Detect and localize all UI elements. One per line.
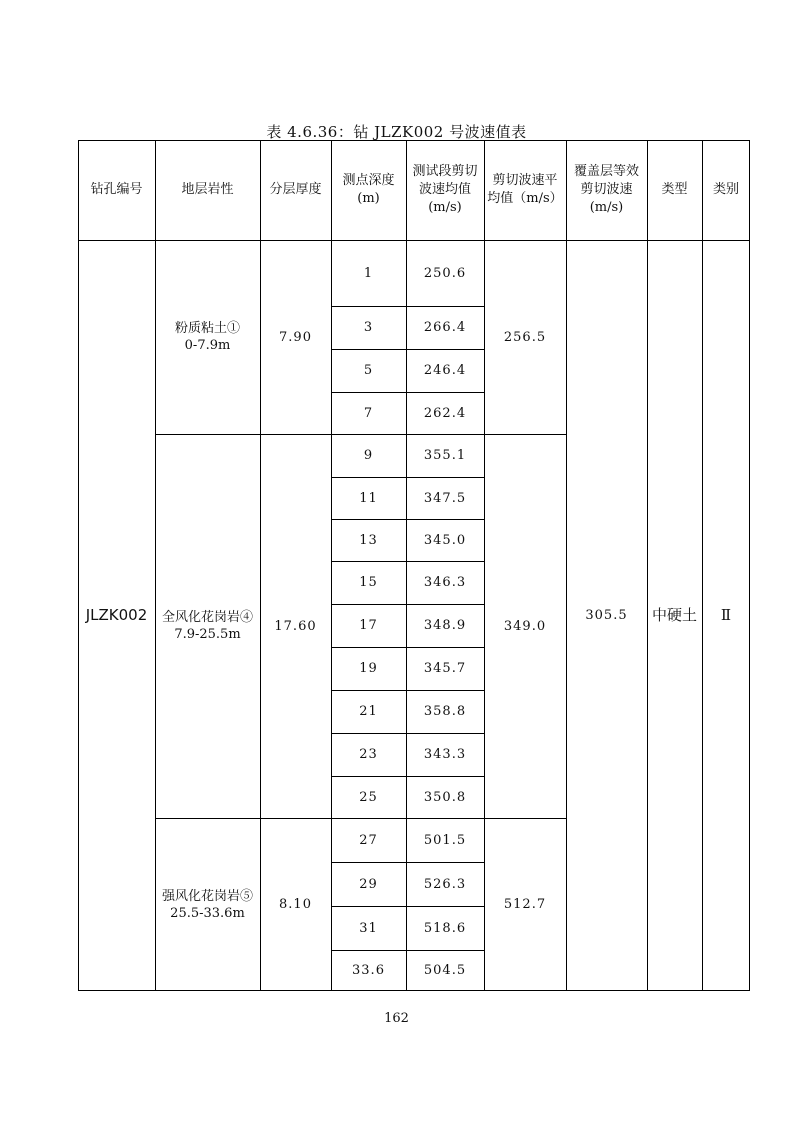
point-velocity: 266.4 (423, 320, 467, 335)
layer-thickness: 7.90 (279, 329, 312, 345)
point-velocity: 350.8 (423, 789, 467, 805)
point-depth: 33.6 (352, 963, 385, 978)
header-equivalent-velocity: 覆盖层等效 剪切波速 (m/s) (573, 164, 639, 215)
borehole-id: JLZK002 (85, 606, 148, 624)
header-stratum: 地层岩性 (181, 182, 234, 197)
equivalent-velocity: 305.5 (585, 608, 628, 623)
point-velocity: 246.4 (423, 363, 467, 378)
point-depth: 11 (359, 490, 378, 506)
point-depth: 21 (359, 704, 378, 719)
header-type: 类型 (661, 182, 688, 197)
point-velocity: 501.5 (423, 832, 467, 848)
point-velocity: 346.3 (423, 575, 467, 590)
site-category: Ⅱ (720, 606, 732, 624)
layer-thickness: 17.60 (274, 618, 317, 634)
point-depth: 1 (363, 265, 374, 281)
point-velocity: 348.9 (423, 618, 467, 633)
point-depth: 9 (363, 448, 374, 463)
point-velocity: 358.8 (423, 704, 467, 719)
site-type: 中硬土 (651, 606, 697, 624)
point-depth: 25 (359, 789, 378, 805)
point-depth: 5 (363, 363, 374, 378)
table-title: 表 4.6.36：钻 JLZK002 号波速值表 (266, 123, 527, 141)
header-borehole: 钻孔编号 (90, 182, 143, 197)
layer-avg-velocity: 512.7 (503, 897, 547, 912)
point-depth: 15 (359, 575, 378, 590)
point-depth: 29 (359, 876, 378, 892)
point-depth: 7 (363, 405, 374, 421)
point-depth: 19 (359, 661, 378, 676)
point-depth: 3 (363, 320, 374, 335)
point-depth: 31 (359, 920, 378, 936)
header-depth: 测点深度 (m) (342, 173, 395, 206)
layer-avg-velocity: 349.0 (503, 618, 547, 634)
page-number: 162 (384, 1011, 409, 1026)
layer-thickness: 8.10 (279, 897, 312, 912)
point-velocity: 504.5 (423, 963, 467, 978)
stratum-name: 粉质粘土① 0-7.9m (174, 321, 240, 353)
point-velocity: 526.3 (423, 876, 467, 892)
stratum-name: 全风化花岗岩④ 7.9-25.5m (161, 610, 253, 642)
point-velocity: 250.6 (423, 265, 467, 281)
header-thickness: 分层厚度 (269, 182, 322, 197)
wave-velocity-table (78, 140, 750, 991)
point-velocity: 347.5 (423, 490, 467, 506)
point-velocity: 355.1 (423, 448, 467, 463)
point-velocity: 518.6 (423, 920, 467, 936)
point-velocity: 262.4 (423, 405, 467, 421)
point-depth: 13 (359, 532, 378, 548)
stratum-name: 强风化花岗岩⑤ 25.5-33.6m (161, 888, 253, 921)
header-avg-velocity: 剪切波速平 均值（m/s） (487, 173, 563, 206)
point-velocity: 345.7 (423, 661, 467, 676)
header-segment-velocity: 测试段剪切 波速均值 (m/s) (412, 164, 478, 215)
point-velocity: 345.0 (423, 532, 467, 548)
point-depth: 23 (359, 747, 378, 762)
point-depth: 27 (359, 832, 378, 848)
layer-avg-velocity: 256.5 (503, 329, 547, 345)
point-velocity: 343.3 (423, 747, 467, 762)
header-category: 类别 (712, 182, 739, 197)
point-depth: 17 (359, 618, 378, 633)
